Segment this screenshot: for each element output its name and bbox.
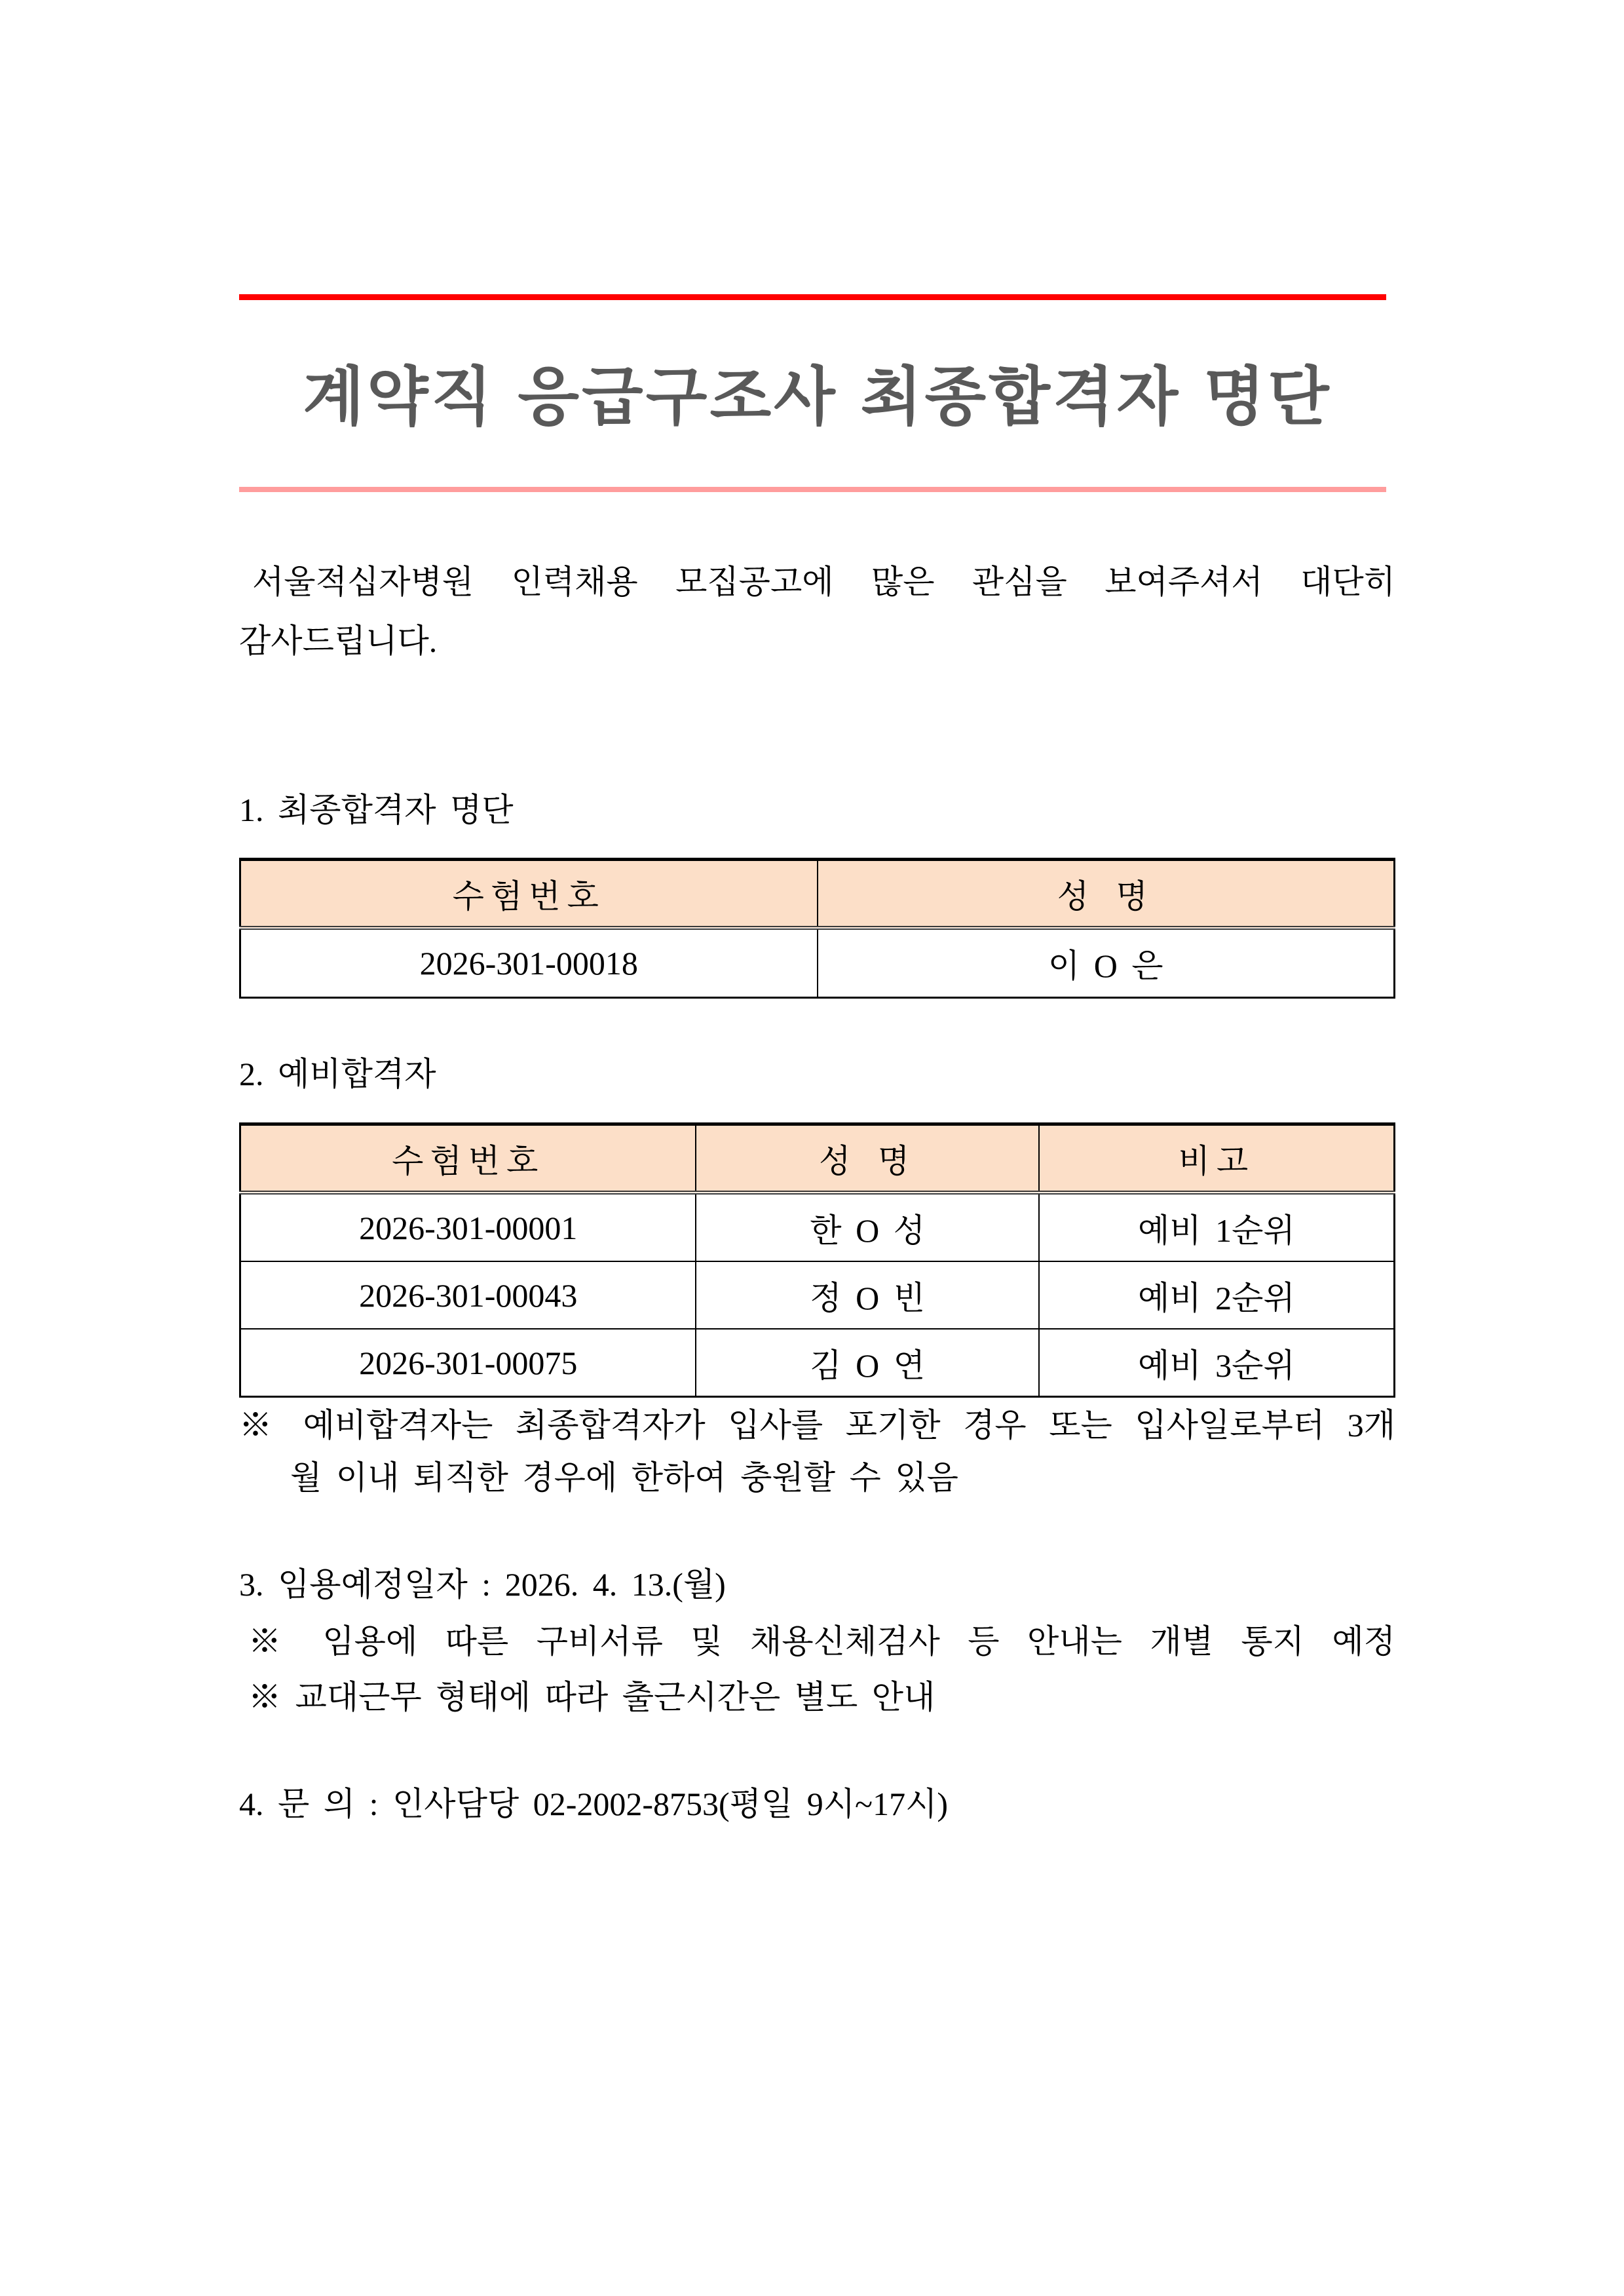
exam-number-cell: 2026-301-00018 bbox=[240, 928, 818, 998]
intro-line-1: 서울적십자병원 인력채용 모집공고에 많은 관심을 보여주셔서 대단히 bbox=[252, 564, 1395, 600]
column-header-name: 성 명 bbox=[696, 1124, 1038, 1193]
remark-cell: 예비 3순위 bbox=[1039, 1329, 1395, 1397]
name-cell: 정 O 빈 bbox=[696, 1261, 1038, 1329]
waitlist-table bbox=[239, 1122, 1395, 1398]
table-row bbox=[240, 1193, 1395, 1261]
section-4-heading: 4. 문 의 : 인사담당 02-2002-8753(평일 9시~17시) bbox=[239, 1786, 949, 1822]
waitlist-note-line-1: ※ 예비합격자는 최종합격자가 입사를 포기한 경우 또는 입사일로부터 3개 bbox=[239, 1407, 1395, 1444]
section-3-heading: 3. 임용예정일자 : 2026. 4. 13.(월) bbox=[239, 1566, 726, 1603]
intro-paragraph bbox=[239, 552, 1395, 670]
intro-line-2: 감사드립니다. bbox=[239, 622, 438, 659]
name-cell: 이 O 은 bbox=[818, 928, 1395, 998]
appointment-note-2: ※ 교대근무 형태에 따라 출근시간은 별도 안내 bbox=[248, 1679, 935, 1715]
column-header-name: 성 명 bbox=[818, 860, 1395, 928]
exam-number-cell: 2026-301-00075 bbox=[240, 1329, 696, 1397]
waitlist-note bbox=[239, 1399, 1395, 1504]
column-header-exam-number: 수험번호 bbox=[240, 1124, 696, 1193]
table-row bbox=[240, 1329, 1395, 1397]
table-row bbox=[240, 1261, 1395, 1329]
final-pass-table bbox=[239, 858, 1395, 999]
waitlist-header-row bbox=[240, 1124, 1395, 1193]
remark-cell: 예비 2순위 bbox=[1039, 1261, 1395, 1329]
section-1-heading: 1. 최종합격자 명단 bbox=[239, 792, 514, 828]
table-row bbox=[240, 928, 1395, 998]
top-red-rule bbox=[239, 294, 1386, 300]
exam-number-cell: 2026-301-00043 bbox=[240, 1261, 696, 1329]
section-2-heading: 2. 예비합격자 bbox=[239, 1056, 436, 1092]
appointment-note-1: ※ 임용에 따른 구비서류 및 채용신체검사 등 안내는 개별 통지 예정 bbox=[248, 1623, 1395, 1660]
name-cell: 김 O 연 bbox=[696, 1329, 1038, 1397]
remark-cell: 예비 1순위 bbox=[1039, 1193, 1395, 1261]
final-pass-header-row bbox=[240, 860, 1395, 928]
exam-number-cell: 2026-301-00001 bbox=[240, 1193, 696, 1261]
column-header-exam-number: 수험번호 bbox=[240, 860, 818, 928]
waitlist-note-line-2: 월 이내 퇴직한 경우에 한하여 충원할 수 있음 bbox=[290, 1459, 958, 1496]
column-header-remark: 비고 bbox=[1039, 1124, 1395, 1193]
document-title: 계약직 응급구조사 최종합격자 명단 bbox=[303, 361, 1332, 432]
name-cell: 한 O 성 bbox=[696, 1193, 1038, 1261]
bottom-pink-rule bbox=[239, 487, 1386, 492]
